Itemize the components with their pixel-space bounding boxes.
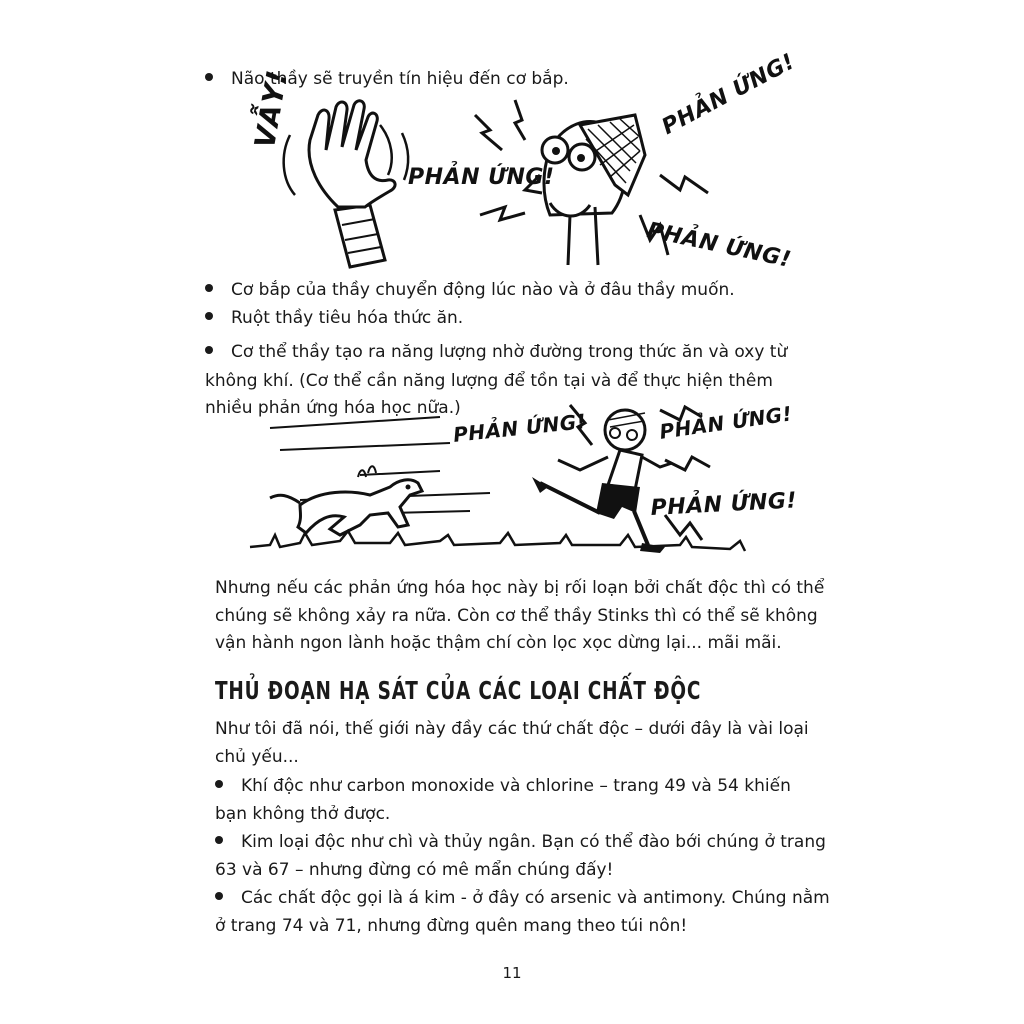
zigzag-line [660,175,708,193]
text-line: bạn không thở được. [215,804,391,824]
zigzag-line [665,457,710,470]
shout-wave: VẪY! [248,67,295,151]
shout-reaction: PHẢN ỨNG! [658,401,794,444]
text-line: 63 và 67 – nhưng đừng có mê mẩn chúng đấy! [215,860,614,880]
shout-reaction: PHẢN ỨNG! [658,49,800,141]
shout-reaction: PHẢN ỨNG! [644,218,794,273]
text-line: vận hành ngon lành hoặc thậm chí còn lọc xọc dừng lại... mãi mãi. [215,633,782,653]
text-line: không khí. (Cơ thể cần năng lượng để tồn tại và để thực hiện thêm [205,371,773,391]
bullet-dot [205,312,213,320]
bullet-dot [215,836,223,844]
motion-line [380,125,392,175]
bullet-gases [215,775,791,797]
bullet-metalloids [215,887,830,909]
text-line: Nhưng nếu các phản ứng hóa học này bị rối loạn bởi chất độc thì có thể [215,578,825,598]
bullet-text: Cơ thể thầy tạo ra năng lượng nhờ đường trong thức ăn và oxy từ [231,342,788,362]
bullet-text: Khí độc như carbon monoxide và chlorine – trang 49 và 54 khiến [241,776,791,796]
bullet-muscles [205,279,735,301]
shout-reaction: PHẢN ỨNG! [452,409,588,447]
bullet-text: Cơ bắp của thầy chuyển động lúc nào và ở đâu thầy muốn. [231,280,735,300]
zigzag-line [475,115,502,150]
page-number: 11 [502,964,522,982]
shout-reaction: PHẢN ỨNG! [650,488,798,521]
text-line: Như tôi đã nói, thế giới này đầy các thứ chất độc – dưới đây là vài loại [215,719,809,739]
bullet-dot [205,346,213,354]
text-line: chủ yếu... [215,747,299,767]
bullet-energy [205,341,787,363]
bullet-text: Kim loại độc như chì và thủy ngân. Bạn có thể đào bới chúng ở trang [241,832,826,852]
excited-head-drawing [525,115,645,265]
text-line: chúng sẽ không xảy ra nữa. Còn cơ thể thầy Stinks thì có thể sẽ không [215,606,818,626]
text-line: nhiều phản ứng hóa học nữa.) [205,398,461,418]
dog-drawing [270,466,422,535]
text-line: ở trang 74 và 71, nhưng đừng quên mang theo túi nôn! [215,916,688,936]
sleeve-drawing [335,205,385,267]
zigzag-line [480,207,525,220]
bullet-dot [205,73,213,81]
bullet-dot [215,780,223,788]
bullet-text: Các chất độc gọi là á kim - ở đây có arsenic và antimony. Chúng nằm [241,888,830,908]
motion-line [284,135,295,195]
bullet-text: Não thầy sẽ truyền tín hiệu đến cơ bắp. [231,69,569,89]
bullet-metals [215,831,826,853]
section-heading: THỦ ĐOẠN HẠ SÁT CỦA CÁC LOẠI CHẤT ĐỘC [215,676,702,705]
bullet-dot [205,284,213,292]
hand-drawing [309,101,395,207]
bullet-text: Ruột thầy tiêu hóa thức ăn. [231,308,464,328]
grass-line [250,531,745,551]
bullet-digest [205,307,463,329]
zigzag-line [515,100,525,140]
bullet-dot [215,892,223,900]
shout-reaction: PHẢN ỨNG! [408,165,555,190]
